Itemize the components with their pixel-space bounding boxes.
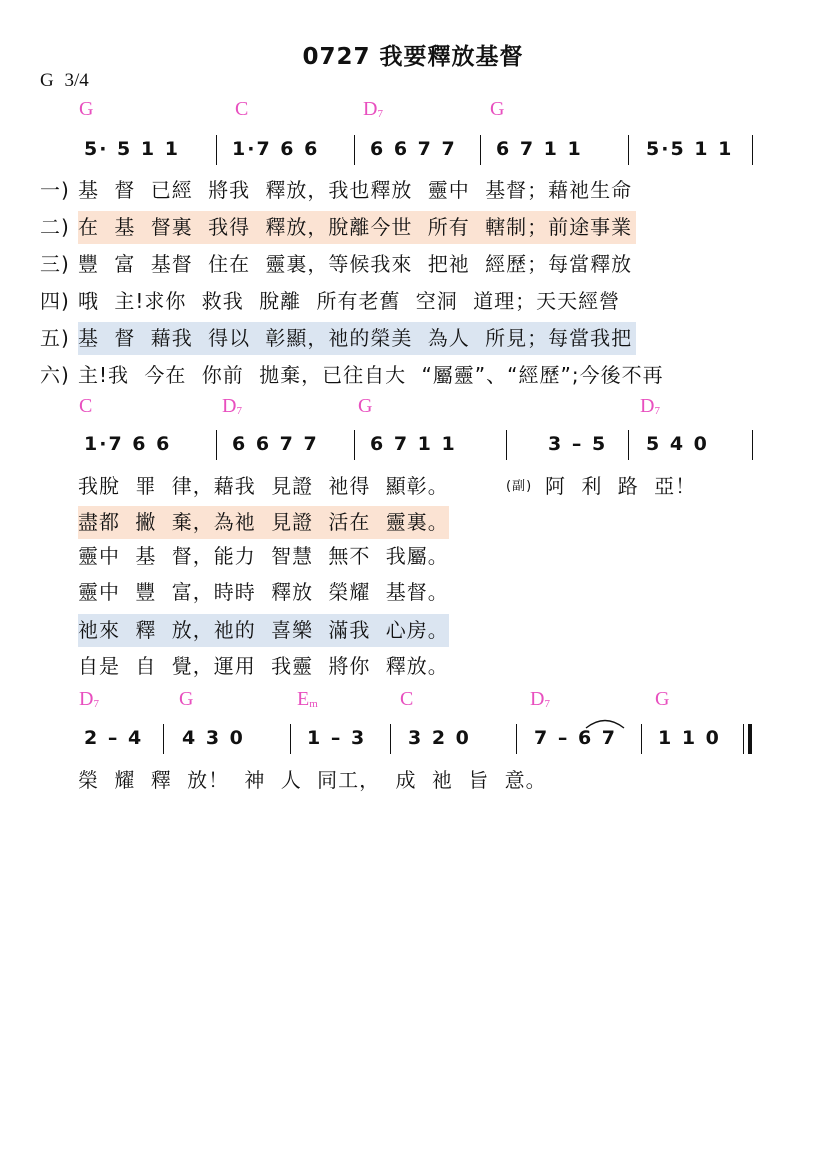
chord: G — [358, 395, 373, 417]
chord: G — [655, 688, 670, 710]
refrain-text: 阿 利 路 亞！ — [545, 474, 697, 498]
bar-line — [216, 135, 217, 165]
measure: 1 1 0 — [658, 727, 721, 749]
chord: $D_7$ — [363, 98, 383, 120]
verse-continuation: 盡都 撇 棄，為祂 見證 活在 靈裏。 — [78, 506, 449, 539]
chord: $D_7$ — [530, 688, 550, 710]
measure: 3 – 5 — [548, 433, 608, 455]
verse-text: 在 基 督裏 我得 釋放，脫離今世 所有 轄制；前途事業 — [78, 211, 636, 244]
measure: 1·7 6 6 — [84, 433, 172, 455]
chord-row-2 — [0, 395, 826, 421]
verse-number: 五) — [40, 326, 70, 350]
verse-continuation: 自是 自 覺，運用 我靈 將你 釋放。 — [78, 654, 449, 678]
verse-line-1 — [0, 174, 826, 207]
bar-line — [506, 430, 507, 460]
verse-line-4 — [0, 285, 826, 318]
verse-number: 四) — [40, 289, 70, 313]
measure: 1 – 3 — [307, 727, 367, 749]
chord: $D_7$ — [640, 395, 660, 417]
notation-row-2 — [0, 433, 826, 473]
verse-continuation: 靈中 基 督，能力 智慧 無不 我屬。 — [78, 544, 449, 568]
measure: 1·7 6 6 — [232, 138, 320, 160]
chord: G — [179, 688, 194, 710]
bar-line — [354, 135, 355, 165]
verse-text: 哦 主!求你 救我 脫離 所有老舊 空洞 道理；天天經營 — [78, 289, 621, 313]
bar-line — [216, 430, 217, 460]
verse-text: 豐 富 基督 住在 靈裏，等候我來 把祂 經歷；每當釋放 — [78, 252, 633, 276]
measure: 5· 5 1 1 — [84, 138, 180, 160]
chord: G — [490, 98, 505, 120]
bar-line — [628, 430, 629, 460]
verse-line-5 — [0, 322, 826, 355]
bar-line — [752, 430, 753, 460]
notation-row-1 — [0, 138, 826, 178]
bar-line — [290, 724, 291, 754]
bar-line — [163, 724, 164, 754]
chord: C — [400, 688, 414, 710]
verse-text: 基 督 已經 將我 釋放，我也釋放 靈中 基督；藉祂生命 — [78, 178, 633, 202]
measure: 5·5 1 1 — [646, 138, 734, 160]
chord: $E_m$ — [297, 688, 318, 710]
chord: $D_7$ — [222, 395, 242, 417]
verse-number: 一) — [40, 178, 70, 202]
bar-line — [480, 135, 481, 165]
bar-line — [752, 135, 753, 165]
bar-line — [354, 430, 355, 460]
bar-line — [390, 724, 391, 754]
verse-continuation: 我脫 罪 律，藉我 見證 祂得 顯彰。 — [78, 474, 449, 498]
chord: G — [79, 98, 94, 120]
measure: 7 – 6 7 — [534, 727, 618, 749]
slur-mark — [584, 715, 626, 729]
verse-continuation: 祂來 釋 放，祂的 喜樂 滿我 心房。 — [78, 614, 449, 647]
verse-text: 基 督 藉我 得以 彰顯，祂的榮美 為人 所見；每當我把 — [78, 322, 636, 355]
verse-number: 二) — [40, 215, 70, 239]
chord: $D_7$ — [79, 688, 99, 710]
refrain-marker: (副) — [506, 479, 533, 494]
bar-line — [641, 724, 642, 754]
measure: 4 3 0 — [182, 727, 245, 749]
measure: 6 7 1 1 — [370, 433, 457, 455]
song-title: 0727 我要釋放基督 — [302, 44, 524, 70]
chord-row-3 — [0, 688, 826, 714]
notation-row-3 — [0, 727, 826, 767]
measure: 6 6 7 7 — [370, 138, 457, 160]
measure: 2 – 4 — [84, 727, 144, 749]
key-signature: G 3/4 — [40, 70, 89, 91]
measure: 3 2 0 — [408, 727, 471, 749]
verse-number: 六) — [40, 363, 70, 387]
chord: C — [79, 395, 93, 417]
verse-text: 主!我 今在 你前 拋棄，已往自大 “屬靈”、“經歷”;今後不再 — [78, 363, 664, 387]
verse-line-3 — [0, 248, 826, 281]
verse-continuation: 靈中 豐 富，時時 釋放 榮耀 基督。 — [78, 580, 449, 604]
bar-line — [628, 135, 629, 165]
chord: C — [235, 98, 249, 120]
measure: 5 4 0 — [646, 433, 709, 455]
verse-line-6 — [0, 359, 826, 392]
continuation-line-1 — [0, 470, 826, 503]
chord-row-1 — [0, 98, 826, 124]
final-bar-line — [743, 724, 752, 754]
bar-line — [516, 724, 517, 754]
verse-line-2 — [0, 211, 826, 244]
measure: 6 7 1 1 — [496, 138, 583, 160]
refrain-lyrics: 榮 耀 釋 放！ 神 人 同工， 成 祂 旨 意。 — [78, 768, 547, 792]
verse-number: 三) — [40, 252, 70, 276]
measure: 6 6 7 7 — [232, 433, 319, 455]
